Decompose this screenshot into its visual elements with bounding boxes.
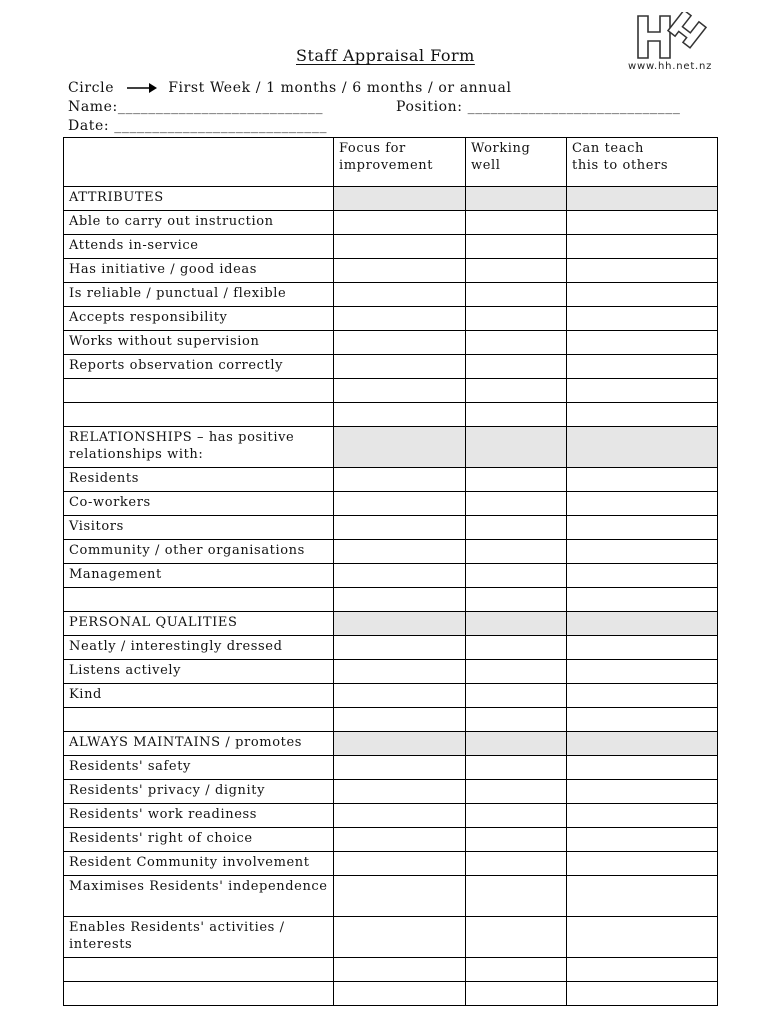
blank-cell[interactable] xyxy=(64,379,334,403)
mark-cell-focus[interactable] xyxy=(334,684,466,708)
mark-cell-focus[interactable] xyxy=(334,564,466,588)
table-row xyxy=(64,331,718,355)
mark-cell-teach[interactable] xyxy=(567,427,718,468)
table-row xyxy=(64,756,718,780)
date-field[interactable]: Date: ____________________________ xyxy=(68,118,328,134)
mark-cell-teach[interactable] xyxy=(567,492,718,516)
mark-cell-working[interactable] xyxy=(466,331,567,355)
mark-cell-working[interactable] xyxy=(466,588,567,612)
section-row xyxy=(64,427,718,468)
mark-cell-focus[interactable] xyxy=(334,804,466,828)
mark-cell-focus[interactable] xyxy=(334,211,466,235)
table-row xyxy=(64,468,718,492)
mark-cell-working[interactable] xyxy=(466,917,567,958)
criterion-label: Maximises Residents' independence xyxy=(64,876,334,917)
mark-cell-teach[interactable] xyxy=(567,235,718,259)
mark-cell-focus[interactable] xyxy=(334,660,466,684)
criterion-label: Enables Residents' activities / interests xyxy=(64,917,334,958)
mark-cell-teach[interactable] xyxy=(567,804,718,828)
mark-cell-teach[interactable] xyxy=(567,516,718,540)
section-row xyxy=(64,612,718,636)
mark-cell-working[interactable] xyxy=(466,492,567,516)
mark-cell-working[interactable] xyxy=(466,427,567,468)
section-row xyxy=(64,187,718,211)
mark-cell-teach[interactable] xyxy=(567,982,718,1006)
criterion-label: Community / other organisations xyxy=(64,540,334,564)
section-title: ATTRIBUTES xyxy=(64,187,334,211)
table-row xyxy=(64,283,718,307)
table-row xyxy=(64,211,718,235)
mark-cell-focus[interactable] xyxy=(334,540,466,564)
mark-cell-working[interactable] xyxy=(466,708,567,732)
logo-url: www.hh.net.nz xyxy=(628,61,713,72)
mark-cell-working[interactable] xyxy=(466,756,567,780)
mark-cell-teach[interactable] xyxy=(567,917,718,958)
column-teach: Can teach this to others xyxy=(567,138,718,187)
mark-cell-teach[interactable] xyxy=(567,564,718,588)
section-title: RELATIONSHIPS – has positive relationships with: xyxy=(64,427,334,468)
table-row xyxy=(64,355,718,379)
mark-cell-teach[interactable] xyxy=(567,708,718,732)
table-row xyxy=(64,780,718,804)
mark-cell-focus[interactable] xyxy=(334,588,466,612)
table-row xyxy=(64,516,718,540)
mark-cell-focus[interactable] xyxy=(334,876,466,917)
table-row xyxy=(64,564,718,588)
criterion-label: Is reliable / punctual / flexible xyxy=(64,283,334,307)
mark-cell-working[interactable] xyxy=(466,982,567,1006)
mark-cell-focus[interactable] xyxy=(334,355,466,379)
mark-cell-focus[interactable] xyxy=(334,427,466,468)
mark-cell-teach[interactable] xyxy=(567,355,718,379)
appraisal-table xyxy=(63,137,718,1006)
table-row xyxy=(64,852,718,876)
mark-cell-focus[interactable] xyxy=(334,636,466,660)
mark-cell-focus[interactable] xyxy=(334,379,466,403)
criterion-label: Residents xyxy=(64,468,334,492)
mark-cell-teach[interactable] xyxy=(567,259,718,283)
blank-cell[interactable] xyxy=(64,588,334,612)
mark-cell-working[interactable] xyxy=(466,379,567,403)
mark-cell-focus[interactable] xyxy=(334,982,466,1006)
mark-cell-working[interactable] xyxy=(466,780,567,804)
criterion-label: Co-workers xyxy=(64,492,334,516)
criterion-label: Neatly / interestingly dressed xyxy=(64,636,334,660)
criterion-label: Residents' work readiness xyxy=(64,804,334,828)
name-field[interactable]: Name:___________________________ xyxy=(68,99,324,115)
column-focus: Focus for improvement xyxy=(334,138,466,187)
criterion-label: Residents' safety xyxy=(64,756,334,780)
criterion-label: Visitors xyxy=(64,516,334,540)
mark-cell-teach[interactable] xyxy=(567,187,718,211)
mark-cell-working[interactable] xyxy=(466,403,567,427)
mark-cell-teach[interactable] xyxy=(567,307,718,331)
mark-cell-working[interactable] xyxy=(466,211,567,235)
position-field[interactable]: Position: ____________________________ xyxy=(396,99,681,115)
mark-cell-focus[interactable] xyxy=(334,187,466,211)
blank-cell[interactable] xyxy=(64,403,334,427)
header-blank-cell xyxy=(64,138,334,187)
mark-cell-working[interactable] xyxy=(466,660,567,684)
mark-cell-focus[interactable] xyxy=(334,756,466,780)
section-title: PERSONAL QUALITIES xyxy=(64,612,334,636)
table-row xyxy=(64,540,718,564)
mark-cell-focus[interactable] xyxy=(334,780,466,804)
mark-cell-working[interactable] xyxy=(466,564,567,588)
mark-cell-working[interactable] xyxy=(466,259,567,283)
blank-row xyxy=(64,708,718,732)
mark-cell-teach[interactable] xyxy=(567,211,718,235)
mark-cell-focus[interactable] xyxy=(334,403,466,427)
mark-cell-focus[interactable] xyxy=(334,307,466,331)
mark-cell-teach[interactable] xyxy=(567,636,718,660)
mark-cell-focus[interactable] xyxy=(334,958,466,982)
mark-cell-teach[interactable] xyxy=(567,958,718,982)
blank-row xyxy=(64,588,718,612)
table-row xyxy=(64,804,718,828)
mark-cell-working[interactable] xyxy=(466,516,567,540)
table-row xyxy=(64,660,718,684)
mark-cell-focus[interactable] xyxy=(334,732,466,756)
table-row xyxy=(64,636,718,660)
circle-label: Circle xyxy=(68,80,115,96)
table-row xyxy=(64,828,718,852)
mark-cell-focus[interactable] xyxy=(334,516,466,540)
blank-row xyxy=(64,982,718,1006)
mark-cell-teach[interactable] xyxy=(567,468,718,492)
mark-cell-focus[interactable] xyxy=(334,917,466,958)
criterion-label: Attends in-service xyxy=(64,235,334,259)
blank-row xyxy=(64,403,718,427)
blank-cell[interactable] xyxy=(64,982,334,1006)
arrow-right-icon xyxy=(127,82,157,94)
criterion-label: Resident Community involvement xyxy=(64,852,334,876)
blank-row xyxy=(64,379,718,403)
mark-cell-focus[interactable] xyxy=(334,492,466,516)
mark-cell-working[interactable] xyxy=(466,804,567,828)
mark-cell-working[interactable] xyxy=(466,732,567,756)
section-row xyxy=(64,732,718,756)
mark-cell-working[interactable] xyxy=(466,852,567,876)
mark-cell-teach[interactable] xyxy=(567,876,718,917)
mark-cell-teach[interactable] xyxy=(567,732,718,756)
mark-cell-focus[interactable] xyxy=(334,259,466,283)
mark-cell-teach[interactable] xyxy=(567,852,718,876)
criterion-label: Has initiative / good ideas xyxy=(64,259,334,283)
mark-cell-teach[interactable] xyxy=(567,780,718,804)
blank-row xyxy=(64,958,718,982)
mark-cell-teach[interactable] xyxy=(567,331,718,355)
header-row xyxy=(64,138,718,187)
table-row xyxy=(64,307,718,331)
table-row xyxy=(64,235,718,259)
criterion-label: Reports observation correctly xyxy=(64,355,334,379)
mark-cell-focus[interactable] xyxy=(334,468,466,492)
circle-options: First Week / 1 months / 6 months / or annual xyxy=(168,80,512,96)
mark-cell-working[interactable] xyxy=(466,355,567,379)
circle-line xyxy=(68,80,512,96)
criterion-label: Residents' privacy / dignity xyxy=(64,780,334,804)
criterion-label: Accepts responsibility xyxy=(64,307,334,331)
mark-cell-working[interactable] xyxy=(466,235,567,259)
mark-cell-teach[interactable] xyxy=(567,540,718,564)
mark-cell-working[interactable] xyxy=(466,684,567,708)
mark-cell-focus[interactable] xyxy=(334,331,466,355)
page-title: Staff Appraisal Form xyxy=(296,46,475,65)
mark-cell-focus[interactable] xyxy=(334,708,466,732)
table-row xyxy=(64,492,718,516)
mark-cell-teach[interactable] xyxy=(567,403,718,427)
mark-cell-focus[interactable] xyxy=(334,283,466,307)
mark-cell-working[interactable] xyxy=(466,187,567,211)
mark-cell-working[interactable] xyxy=(466,307,567,331)
mark-cell-focus[interactable] xyxy=(334,612,466,636)
mark-cell-working[interactable] xyxy=(466,876,567,917)
mark-cell-working[interactable] xyxy=(466,636,567,660)
mark-cell-teach[interactable] xyxy=(567,684,718,708)
table-row xyxy=(64,917,718,958)
mark-cell-teach[interactable] xyxy=(567,612,718,636)
mark-cell-working[interactable] xyxy=(466,958,567,982)
mark-cell-focus[interactable] xyxy=(334,235,466,259)
mark-cell-teach[interactable] xyxy=(567,379,718,403)
mark-cell-working[interactable] xyxy=(466,468,567,492)
criterion-label: Works without supervision xyxy=(64,331,334,355)
section-title: ALWAYS MAINTAINS / promotes xyxy=(64,732,334,756)
table-row xyxy=(64,876,718,917)
criterion-label: Residents' right of choice xyxy=(64,828,334,852)
mark-cell-teach[interactable] xyxy=(567,283,718,307)
mark-cell-teach[interactable] xyxy=(567,660,718,684)
mark-cell-working[interactable] xyxy=(466,828,567,852)
criterion-label: Listens actively xyxy=(64,660,334,684)
blank-cell[interactable] xyxy=(64,708,334,732)
blank-cell[interactable] xyxy=(64,958,334,982)
mark-cell-focus[interactable] xyxy=(334,828,466,852)
mark-cell-teach[interactable] xyxy=(567,828,718,852)
hh-logo xyxy=(635,12,715,62)
mark-cell-focus[interactable] xyxy=(334,852,466,876)
mark-cell-working[interactable] xyxy=(466,540,567,564)
criterion-label: Able to carry out instruction xyxy=(64,211,334,235)
mark-cell-working[interactable] xyxy=(466,612,567,636)
criterion-label: Management xyxy=(64,564,334,588)
criterion-label: Kind xyxy=(64,684,334,708)
table-row xyxy=(64,259,718,283)
table-row xyxy=(64,684,718,708)
mark-cell-teach[interactable] xyxy=(567,756,718,780)
mark-cell-teach[interactable] xyxy=(567,588,718,612)
column-working: Working well xyxy=(466,138,567,187)
mark-cell-working[interactable] xyxy=(466,283,567,307)
